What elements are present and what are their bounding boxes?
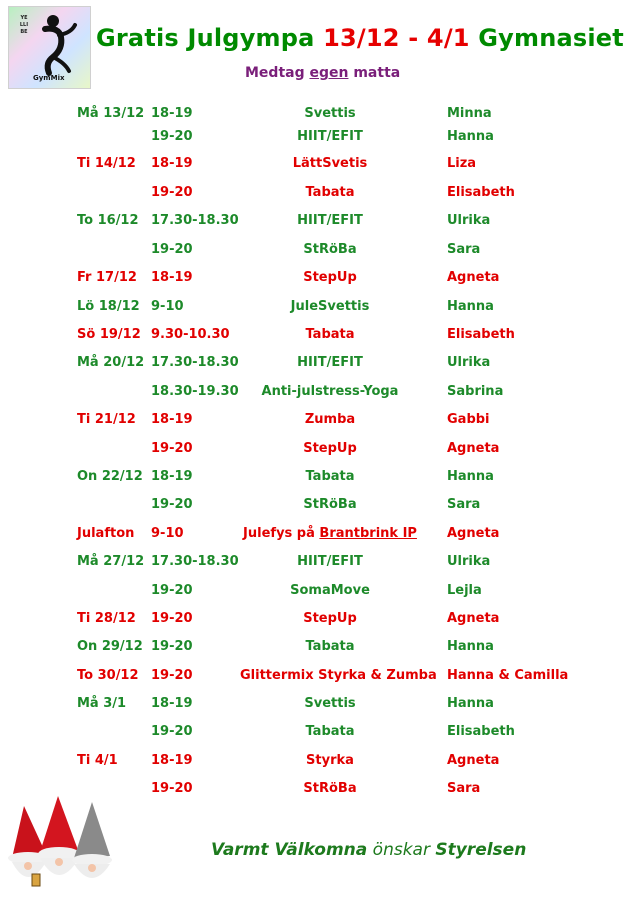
schedule-leader: Elisabeth [447, 185, 515, 200]
schedule-time: 17.30-18.30 [151, 355, 239, 370]
schedule-row [0, 609, 629, 629]
schedule-leader: Hanna [447, 696, 494, 711]
schedule-day: Må 3/1 [77, 696, 127, 711]
schedule-leader: Ulrika [447, 554, 491, 569]
schedule-time: 9-10 [151, 299, 184, 314]
logo-word: YELLIBE [19, 15, 29, 35]
schedule-time: 17.30-18.30 [151, 554, 239, 569]
title-part1: Gratis Julgympa [96, 24, 315, 52]
schedule-row [0, 104, 629, 124]
schedule-row [0, 325, 629, 345]
schedule-class: JuleSvettis [290, 299, 370, 314]
schedule-class: StRöBa [303, 242, 357, 257]
schedule-day: Ti 14/12 [77, 156, 136, 171]
schedule-class: Svettis [304, 696, 356, 711]
schedule-row [0, 211, 629, 231]
schedule-class: HIIT/EFIT [297, 554, 363, 569]
schedule-time: 19-20 [151, 441, 193, 456]
schedule-row [0, 495, 629, 515]
schedule-class: Zumba [304, 412, 356, 427]
schedule-class: Glittermix Styrka & Zumba [240, 668, 437, 683]
schedule-leader: Elisabeth [447, 724, 515, 739]
schedule-leader: Sara [447, 497, 481, 512]
schedule-leader: Agneta [447, 270, 500, 285]
schedule-day: Julafton [77, 526, 135, 541]
schedule-time: 18-19 [151, 469, 193, 484]
schedule-time: 18-19 [151, 412, 193, 427]
schedule-class: HIIT/EFIT [297, 213, 363, 228]
schedule-day: Ti 4/1 [77, 753, 118, 768]
schedule-day: Må 20/12 [77, 355, 145, 370]
schedule-row [0, 524, 629, 544]
schedule-leader: Hanna [447, 129, 494, 144]
schedule-time: 19-20 [151, 185, 193, 200]
schedule-class [240, 524, 420, 544]
christmas-gnomes-image [6, 788, 118, 892]
schedule-day: Lö 18/12 [77, 299, 140, 314]
schedule-row [0, 581, 629, 601]
schedule-time: 19-20 [151, 668, 193, 683]
schedule-row [0, 722, 629, 742]
schedule-row [0, 268, 629, 288]
schedule-row [0, 467, 629, 487]
schedule-day: To 30/12 [77, 668, 139, 683]
schedule-class: StRöBa [303, 781, 357, 796]
schedule-time: 18-19 [151, 156, 193, 171]
schedule-leader: Sara [447, 242, 481, 257]
schedule-row [0, 127, 629, 147]
schedule-time: 19-20 [151, 129, 193, 144]
schedule-class: SomaMove [290, 583, 370, 598]
schedule-time: 19-20 [151, 639, 193, 654]
schedule-class: StRöBa [303, 497, 357, 512]
subtitle-pre: Medtag [245, 65, 305, 81]
schedule-row [0, 183, 629, 203]
schedule-row [0, 297, 629, 317]
footer-greeting [211, 840, 526, 860]
schedule-time: 17.30-18.30 [151, 213, 239, 228]
schedule-row [0, 382, 629, 402]
schedule-leader: Minna [447, 106, 492, 121]
schedule-leader: Agneta [447, 753, 500, 768]
subtitle-underlined: egen [309, 65, 349, 81]
schedule-class: Tabata [305, 639, 355, 654]
schedule-class: Tabata [305, 327, 355, 342]
schedule-time: 18-19 [151, 270, 193, 285]
schedule-row [0, 410, 629, 430]
schedule-time: 19-20 [151, 497, 193, 512]
schedule-time: 19-20 [151, 583, 193, 598]
schedule-class: StepUp [303, 441, 357, 456]
footer-part1: Varmt Välkomna [211, 840, 368, 860]
schedule-time: 18-19 [151, 696, 193, 711]
schedule-day: On 22/12 [77, 469, 143, 484]
schedule-time: 19-20 [151, 724, 193, 739]
schedule-time: 19-20 [151, 781, 193, 796]
schedule-leader: Sabrina [447, 384, 504, 399]
schedule-leader: Ulrika [447, 355, 491, 370]
schedule-leader: Elisabeth [447, 327, 515, 342]
schedule-day: On 29/12 [77, 639, 143, 654]
schedule-class: Svettis [304, 106, 356, 121]
schedule-day: Må 27/12 [77, 554, 145, 569]
schedule-leader: Sara [447, 781, 481, 796]
schedule-day: Sö 19/12 [77, 327, 141, 342]
subtitle [245, 65, 400, 81]
schedule-row [0, 439, 629, 459]
schedule-day: To 16/12 [77, 213, 139, 228]
schedule-leader: Ulrika [447, 213, 491, 228]
schedule-leader: Agneta [447, 441, 500, 456]
footer-part3: Styrelsen [435, 840, 527, 860]
schedule-row [0, 552, 629, 572]
footer-part2: önskar [367, 840, 436, 860]
subtitle-post: matta [353, 65, 401, 81]
schedule-row [0, 637, 629, 657]
schedule-day: Fr 17/12 [77, 270, 137, 285]
schedule-time: 18.30-19.30 [151, 384, 239, 399]
schedule-class-text: Julefys på [243, 526, 320, 541]
schedule-leader: Lejla [447, 583, 482, 598]
schedule-row [0, 751, 629, 771]
logo-name: GymMix [33, 74, 65, 82]
schedule-time: 18-19 [151, 106, 193, 121]
schedule-day: Må 13/12 [77, 106, 145, 121]
location-link[interactable]: Brantbrink IP [319, 526, 417, 541]
schedule-leader: Hanna [447, 299, 494, 314]
schedule-class: LättSvetis [292, 156, 368, 171]
schedule-row [0, 240, 629, 260]
schedule-day: Ti 21/12 [77, 412, 136, 427]
schedule-class: Tabata [305, 469, 355, 484]
schedule-class: Tabata [305, 185, 355, 200]
schedule-class: Tabata [305, 724, 355, 739]
page-title [96, 24, 624, 52]
schedule-leader: Liza [447, 156, 477, 171]
schedule-time: 19-20 [151, 611, 193, 626]
schedule-row [0, 694, 629, 714]
schedule-row [0, 154, 629, 174]
schedule-leader: Agneta [447, 611, 500, 626]
schedule-class: HIIT/EFIT [297, 355, 363, 370]
schedule-row [0, 353, 629, 373]
schedule-time: 9-10 [151, 526, 184, 541]
schedule-row [0, 666, 629, 686]
schedule-leader: Gabbi [447, 412, 490, 427]
schedule-class: HIIT/EFIT [297, 129, 363, 144]
schedule-time: 19-20 [151, 242, 193, 257]
schedule-time: 9.30-10.30 [151, 327, 230, 342]
gymmix-logo [8, 6, 91, 89]
title-part3: Gymnasiet [478, 24, 624, 52]
title-part2: 13/12 - 4/1 [323, 24, 470, 52]
schedule-leader: Hanna [447, 469, 494, 484]
schedule-day: Ti 28/12 [77, 611, 136, 626]
schedule-leader: Agneta [447, 526, 500, 541]
schedule-class: Styrka [306, 753, 354, 768]
schedule-time: 18-19 [151, 753, 193, 768]
schedule-class: StepUp [303, 270, 357, 285]
schedule-leader: Hanna & Camilla [447, 668, 569, 683]
schedule-class: Anti-julstress-Yoga [261, 384, 399, 399]
schedule-class: StepUp [303, 611, 357, 626]
schedule-leader: Hanna [447, 639, 494, 654]
